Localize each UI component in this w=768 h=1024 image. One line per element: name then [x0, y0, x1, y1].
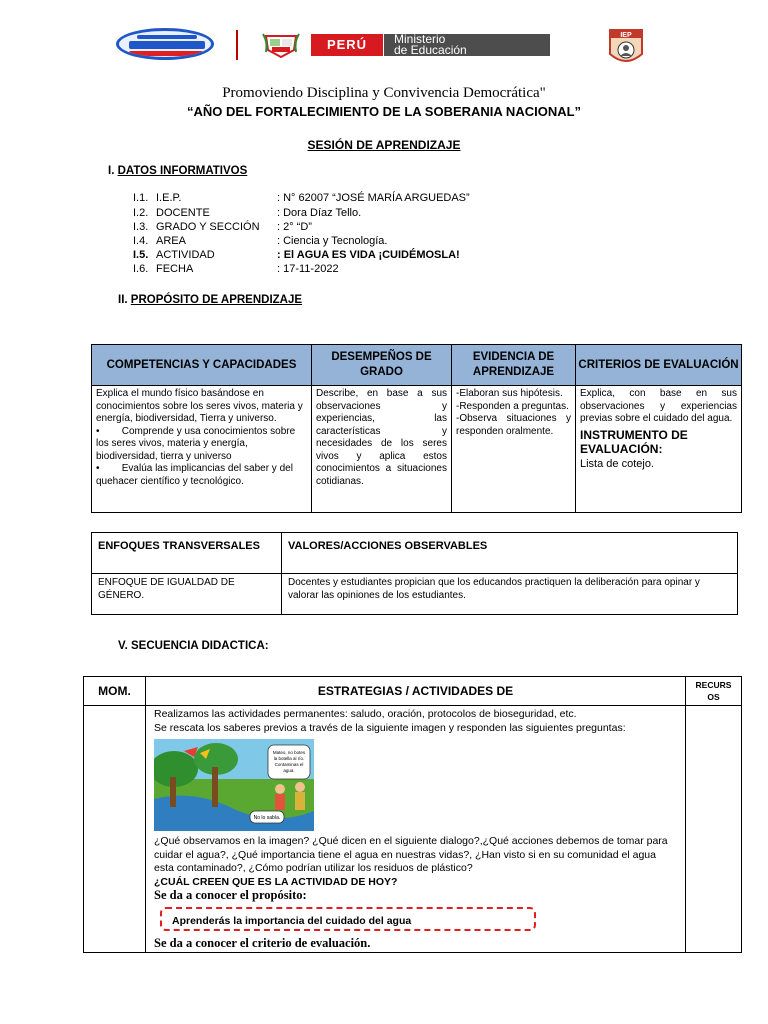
info-value: : El AGUA ES VIDA ¡CUIDÉMOSLA!: [277, 249, 460, 261]
info-value: : Ciencia y Tecnología.: [277, 235, 388, 247]
mom-cell: [84, 706, 146, 953]
info-label: I.E.P.: [156, 192, 182, 204]
info-label: FECHA: [156, 263, 194, 275]
header-criterios: CRITERIOS DE EVALUACIÓN: [576, 345, 742, 386]
info-value: : 2° “D”: [277, 221, 312, 233]
info-num: I.6.: [133, 263, 149, 275]
motto-text: Promoviendo Disciplina y Convivencia Democrática": [222, 85, 546, 101]
info-label: GRADO Y SECCIÓN: [156, 221, 260, 233]
enfoques-table: [91, 532, 738, 615]
section-title: PROPÓSITO DE APRENDIZAJE: [130, 294, 303, 306]
svg-text:agua.: agua.: [283, 768, 295, 773]
purpose-box: Aprenderás la importancia del cuidado del agua: [160, 907, 536, 931]
evidencia-item: -Elaboran sus hipótesis.: [456, 388, 563, 399]
evidencias-cell: [452, 386, 576, 513]
info-value: : 17-11-2022: [277, 263, 339, 275]
info-row: [133, 248, 633, 262]
ministry-line1: Ministerio: [394, 32, 446, 46]
svg-text:la botella al río.: la botella al río.: [273, 756, 305, 761]
section-datos-heading: [108, 165, 247, 177]
svg-text:No lo sabía.: No lo sabía.: [253, 815, 281, 821]
evidencia-item: -Responden a preguntas.: [456, 400, 569, 412]
activity-line: Realizamos las actividades permanentes: saludo, oración, protocolos de bioseguridad, etc.: [154, 708, 577, 720]
header-valores: VALORES/ACCIONES OBSERVABLES: [282, 533, 738, 574]
school-crest-icon: [606, 28, 646, 68]
criterio-text: Explica, con base en sus observaciones y experiencias previas sobre el cuidado del agua.: [580, 388, 737, 424]
info-label: AREA: [156, 235, 186, 247]
criterios-cell: [576, 386, 742, 513]
competencia-bullet: • Evalúa las implicancias del saber y del quehacer científico y tecnológico.: [96, 463, 293, 487]
recursos-cell: [686, 706, 742, 953]
info-num: I.4.: [133, 235, 149, 247]
coat-of-arms-icon: [262, 32, 300, 58]
criterion-intro: Se da a conocer el criterio de evaluación.: [154, 935, 371, 950]
valores-cell: Docentes y estudiantes propician que los educandos practiquen la deliberación para opinar y valorar las opiniones de los estudiantes.: [282, 574, 738, 615]
section-proposito-heading: [118, 294, 302, 306]
enfoque-cell: ENFOQUE DE IGUALDAD DE GÉNERO.: [92, 574, 282, 615]
activity-line: Se rescata los saberes previos a través de la siguiente imagen y responden las siguientes preguntas:: [154, 721, 626, 734]
ministry-label: [384, 34, 550, 56]
info-row: [133, 262, 633, 276]
session-title: SESIÓN DE APRENDIZAJE: [307, 138, 461, 152]
info-row: [133, 191, 633, 205]
section-secuencia-heading: V. SECUENCIA DIDACTICA:: [118, 640, 269, 652]
header-estrategias: ESTRATEGIAS / ACTIVIDADES DE: [146, 677, 686, 706]
purpose-intro: Se da a conocer el propósito:: [154, 888, 307, 902]
instrumento-title: INSTRUMENTO DE EVALUACIÓN:: [580, 427, 688, 456]
info-label: ACTIVIDAD: [156, 249, 215, 261]
evidencia-item: -Observa situaciones y responden oralmente.: [456, 413, 571, 437]
header-competencias: COMPETENCIAS Y CAPACIDADES: [92, 345, 312, 386]
header-recursos: RECURSOS: [686, 677, 742, 706]
peru-label: PERÚ: [311, 34, 383, 56]
info-value: : N° 62007 “JOSÉ MARÍA ARGUEDAS”: [277, 192, 470, 204]
header-desempenos: DESEMPEÑOS DE GRADO: [312, 345, 452, 386]
header-mom: MOM.: [84, 677, 146, 706]
estrategias-cell: [146, 706, 686, 953]
competencia-main: Explica el mundo físico basándose en conocimientos sobre los seres vivos, materia y energía, biodiversidad, Tierra y universo.: [96, 388, 303, 424]
info-row: [133, 220, 633, 234]
header-enfoques: ENFOQUES TRANSVERSALES: [92, 533, 282, 574]
year-title: “AÑO DEL FORTALECIMIENTO DE LA SOBERANIA NACIONAL”: [186, 104, 582, 119]
info-label: DOCENTE: [156, 207, 210, 219]
sequence-table: [83, 676, 742, 953]
info-row: [133, 206, 633, 220]
info-row: [133, 234, 633, 248]
instrumento-value: Lista de cotejo.: [580, 457, 654, 470]
section-number: II.: [118, 294, 128, 306]
competencia-bullet: • Comprende y usa conocimientos sobre los seres vivos, materia y energía, biodiversidad, tierra y universo: [96, 425, 296, 462]
logo-divider: [236, 30, 238, 60]
section-number: I.: [108, 165, 115, 177]
river-scene-illustration: [154, 739, 314, 831]
purpose-table: [91, 344, 742, 513]
questions-text: ¿Qué observamos en la imagen? ¿Qué dicen en el siguiente dialogo?,¿Qué acciones debemos de tomar para cuidar el agua?, ¿Qué importancia tiene el agua en nuestras vidas?, ¿Han visto si en su comunidad el agua esta contaminado?, ¿Cómo podrían utilizar los residuos de plástico?: [154, 835, 668, 874]
desempenos-cell: Describe, en base a sus observaciones y experiencias, las características y necesidades de los seres vivos y aplica estos conocimientos a situaciones cotidianas.: [312, 386, 452, 513]
section-title: DATOS INFORMATIVOS: [117, 165, 248, 177]
svg-text:Mateo, no botes: Mateo, no botes: [272, 750, 306, 755]
ministry-line2: de Educación: [394, 43, 467, 57]
info-value: : Dora Díaz Tello.: [277, 207, 362, 219]
header-evidencia: EVIDENCIA DE APRENDIZAJE: [452, 345, 576, 386]
svg-text:IEP: IEP: [620, 32, 632, 39]
info-num: I.3.: [133, 221, 149, 233]
education-logo: [116, 28, 214, 60]
info-num: I.1.: [133, 192, 149, 204]
svg-text:Contaminas el: Contaminas el: [274, 762, 304, 767]
info-num: I.5.: [133, 249, 149, 261]
big-question: ¿CUÁL CREEN QUE ES LA ACTIVIDAD DE HOY?: [154, 875, 398, 888]
competencias-cell: [92, 386, 312, 513]
info-num: I.2.: [133, 207, 149, 219]
